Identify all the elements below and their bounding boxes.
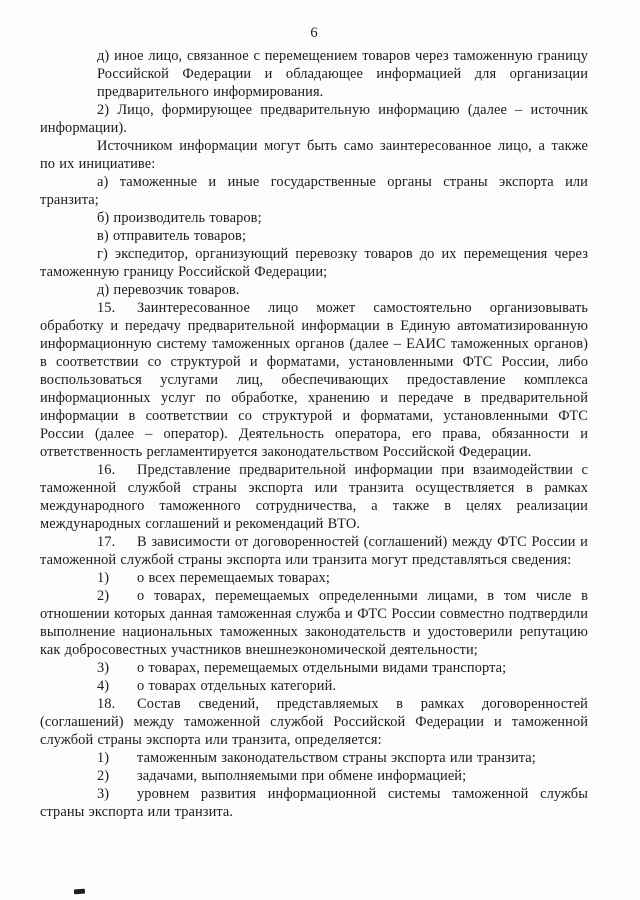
paragraph-sub-item-d: д) иное лицо, связанное с перемещением товаров через таможенную границу Российской Федерации и обладающее информацией для организации предварительного информирования. bbox=[97, 48, 588, 100]
item-text: Заинтересованное лицо может самостоятельно организовывать обработку и передачу предварительной информации в Единую автоматизированную информационную систему таможенных органов (далее – ЕАИС таможенных органов) в соответствии со структурой и форматами, установленными ФТС России, либо воспользоваться услугами лиц, обеспечивающих предоставление комплекса информационных услуг по обработке, хранению и передаче в предварительной информации в соответствии со структурой и форматами, установленными ФТС России (далее – оператор). Деятельность оператора, его права, обязанности и ответственность регламентируется законодательством Российской Федерации. bbox=[40, 300, 588, 460]
item-number: 18. bbox=[97, 696, 116, 712]
item-number: 2) bbox=[97, 588, 110, 604]
paragraph-17 bbox=[40, 533, 588, 569]
paragraph-18 bbox=[40, 695, 588, 749]
list-item-4 bbox=[40, 677, 588, 695]
item-number: 1) bbox=[97, 570, 110, 586]
item-number: 4) bbox=[97, 678, 110, 694]
item-number: 2) bbox=[97, 768, 110, 784]
item-text: о товарах, перемещаемых отдельными видами транспорта; bbox=[137, 660, 507, 676]
item-number: 3) bbox=[97, 786, 110, 802]
list-item-3 bbox=[40, 659, 588, 677]
item-text: о товарах, перемещаемых определенными лицами, в том числе в отношении которых данная таможенная служба и ФТС России совместно подтвердили выполнение национальных таможенных законодательств и удостоверили репутацию как добросовестных участников внешнеэкономической деятельности; bbox=[40, 588, 588, 658]
item-text: о всех перемещаемых товарах; bbox=[137, 570, 331, 586]
list-item-2 bbox=[40, 587, 588, 659]
item-text: таможенным законодательством страны экспорта или транзита; bbox=[137, 750, 536, 766]
item-number: 15. bbox=[97, 300, 116, 316]
page-number: 6 bbox=[310, 25, 318, 41]
list-item-1b bbox=[40, 749, 588, 767]
item-number: 3) bbox=[97, 660, 110, 676]
item-text: задачами, выполняемыми при обмене информацией; bbox=[137, 768, 467, 784]
list-item-g: г) экспедитор, организующий перевозку товаров до их перемещения через таможенную границу Российской Федерации; bbox=[40, 246, 588, 280]
list-item-2b bbox=[40, 767, 588, 785]
item-text: уровнем развития информационной системы таможенной службы страны экспорта или транзита. bbox=[40, 786, 588, 820]
paragraph-16 bbox=[40, 461, 588, 533]
item-number: 17. bbox=[97, 534, 116, 550]
item-text: о товарах отдельных категорий. bbox=[137, 678, 337, 694]
list-item-d: д) перевозчик товаров. bbox=[97, 282, 240, 298]
item-number: 16. bbox=[97, 462, 116, 478]
list-item-a: а) таможенные и иные государственные органы страны экспорта или транзита; bbox=[40, 174, 588, 208]
paragraph-sources-intro: Источником информации могут быть само заинтересованное лицо, а также по их инициативе: bbox=[40, 138, 588, 172]
item-text: В зависимости от договоренностей (соглашений) между ФТС России и таможенной службой страны экспорта или транзита могут представляться сведения: bbox=[40, 534, 588, 568]
list-item-1 bbox=[40, 569, 588, 587]
item-text: Представление предварительной информации при взаимодействии с таможенной службой страны экспорта или транзита осуществляется в рамках международного таможенного сотрудничества, а также в целях реализации международных соглашений и рекомендаций ВТО. bbox=[40, 462, 588, 532]
paragraph-item-2: 2) Лицо, формирующее предварительную информацию (далее – источник информации). bbox=[40, 102, 588, 136]
paragraph-15 bbox=[40, 299, 588, 461]
list-item-v: в) отправитель товаров; bbox=[97, 228, 247, 244]
list-item-b: б) производитель товаров; bbox=[97, 210, 262, 226]
scan-artifact bbox=[74, 889, 85, 895]
list-item-3b bbox=[40, 785, 588, 821]
item-number: 1) bbox=[97, 750, 110, 766]
item-text: Состав сведений, представляемых в рамках договоренностей (соглашений) между таможенной службой Российской Федерации и таможенной службой страны экспорта или транзита, определяется: bbox=[40, 696, 588, 748]
